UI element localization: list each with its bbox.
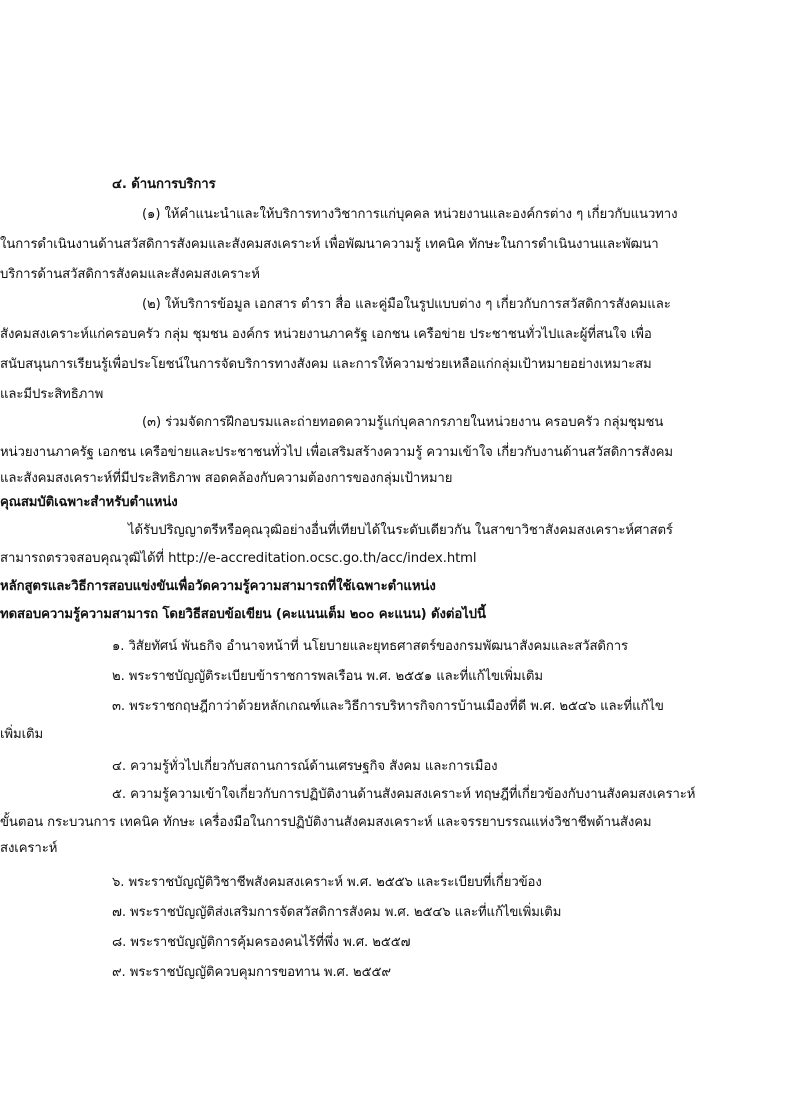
qualification-heading: คุณสมบัติเฉพาะสำหรับตำแหน่ง bbox=[0, 495, 178, 510]
qualification-line-2: สามารถตรวจสอบคุณวุฒิได้ที่ http://e-accreditation.ocsc.go.th/acc/index.html bbox=[0, 551, 477, 566]
curriculum-item-9: ๙. พระราชบัญญัติควบคุมการขอทาน พ.ศ. ๒๕๕๙ bbox=[112, 965, 391, 980]
qualification-line-1: ได้รับปริญญาตรีหรือคุณวุฒิอย่างอื่นที่เทียบได้ในระดับเดียวกัน ในสาขาวิชาสังคมสงเคราะห์ศาสตร์ bbox=[128, 523, 673, 538]
service-item-3-line-1: (๓) ร่วมจัดการฝึกอบรมและถ่ายทอดความรู้แก่บุคลากรภายในหน่วยงาน ครอบครัว กลุ่มชุมชน bbox=[142, 415, 664, 430]
service-item-3-line-2: หน่วยงานภาครัฐ เอกชน เครือข่ายและประชาชนทั่วไป เพื่อเสริมสร้างความรู้ ความเข้าใจ เกี่ยวกับงานด้านสวัสดิการสังคม bbox=[0, 445, 673, 460]
service-item-1-line-2: ในการดำเนินงานด้านสวัสดิการสังคมและสังคมสงเคราะห์ เพื่อพัฒนาความรู้ เทคนิค ทักษะในการดำเนินงานและพัฒนา bbox=[0, 237, 659, 252]
service-item-2-line-3: สนับสนุนการเรียนรู้เพื่อประโยชน์ในการจัดบริการทางสังคม และการให้ความช่วยเหลือแก่กลุ่มเป้าหมายอย่างเหมาะสม bbox=[0, 357, 652, 372]
curriculum-item-5-line-1: ๕. ความรู้ความเข้าใจเกี่ยวกับการปฏิบัติงานด้านสังคมสงเคราะห์ ทฤษฎีที่เกี่ยวข้องกับงานสังคมสงเคราะห์ bbox=[112, 787, 696, 802]
curriculum-item-8: ๘. พระราชบัญญัติการคุ้มครองคนไร้ที่พึ่ง พ.ศ. ๒๕๕๗ bbox=[112, 935, 411, 950]
curriculum-item-3-line-2: เพิ่มเติม bbox=[0, 727, 44, 742]
service-item-2-line-2: สังคมสงเคราะห์แก่ครอบครัว กลุ่ม ชุมชน องค์กร หน่วยงานภาครัฐ เอกชน เครือข่าย ประชาชนทั่วไปและผู้ที่สนใจ เพื่อ bbox=[0, 327, 652, 342]
curriculum-item-3-line-1: ๓. พระราชกฤษฎีกาว่าด้วยหลักเกณฑ์และวิธีการบริหารกิจการบ้านเมืองที่ดี พ.ศ. ๒๕๔๖ และที่แก้ไข bbox=[112, 699, 664, 714]
curriculum-item-2: ๒. พระราชบัญญัติระเบียบข้าราชการพลเรือน พ.ศ. ๒๕๕๑ และที่แก้ไขเพิ่มเติม bbox=[112, 669, 543, 684]
curriculum-heading: หลักสูตรและวิธีการสอบแข่งขันเพื่อวัดความรู้ความสามารถที่ใช้เฉพาะตำแหน่ง bbox=[0, 579, 436, 594]
service-item-1-line-3: บริการด้านสวัสดิการสังคมและสังคมสงเคราะห์ bbox=[0, 267, 260, 282]
curriculum-subheading: ทดสอบความรู้ความสามารถ โดยวิธีสอบข้อเขียน (คะแนนเต็ม ๒๐๐ คะแนน) ดังต่อไปนี้ bbox=[0, 607, 486, 622]
curriculum-item-6: ๖. พระราชบัญญัติวิชาชีพสังคมสงเคราะห์ พ.ศ. ๒๕๕๖ และระเบียบที่เกี่ยวข้อง bbox=[112, 875, 542, 890]
curriculum-item-5-line-3: สงเคราะห์ bbox=[0, 841, 58, 856]
service-item-2-line-4: และมีประสิทธิภาพ bbox=[0, 387, 104, 402]
service-item-1-line-1: (๑) ให้คำแนะนำและให้บริการทางวิชาการแก่บุคคล หน่วยงานและองค์กรต่าง ๆ เกี่ยวกับแนวทาง bbox=[142, 207, 678, 222]
section-heading-service: ๔. ด้านการบริการ bbox=[112, 177, 216, 192]
curriculum-item-5-line-2: ขั้นตอน กระบวนการ เทคนิค ทักษะ เครื่องมือในการปฏิบัติงานสังคมสงเคราะห์ และจรรยาบรรณแห่งวิชาชีพด้านสังคม bbox=[0, 815, 652, 830]
service-item-3-line-3: และสังคมสงเคราะห์ที่มีประสิทธิภาพ สอดคล้องกับความต้องการของกลุ่มเป้าหมาย bbox=[0, 471, 453, 486]
curriculum-item-4: ๔. ความรู้ทั่วไปเกี่ยวกับสถานการณ์ด้านเศรษฐกิจ สังคม และการเมือง bbox=[112, 759, 498, 774]
curriculum-item-7: ๗. พระราชบัญญัติส่งเสริมการจัดสวัสดิการสังคม พ.ศ. ๒๕๔๖ และที่แก้ไขเพิ่มเติม bbox=[112, 905, 562, 920]
curriculum-item-1: ๑. วิสัยทัศน์ พันธกิจ อำนาจหน้าที่ นโยบายและยุทธศาสตร์ของกรมพัฒนาสังคมและสวัสดิการ bbox=[112, 639, 629, 654]
service-item-2-line-1: (๒) ให้บริการข้อมูล เอกสาร ตำรา สื่อ และคู่มือในรูปแบบต่าง ๆ เกี่ยวกับการสวัสดิการสังคมและ bbox=[142, 297, 671, 312]
